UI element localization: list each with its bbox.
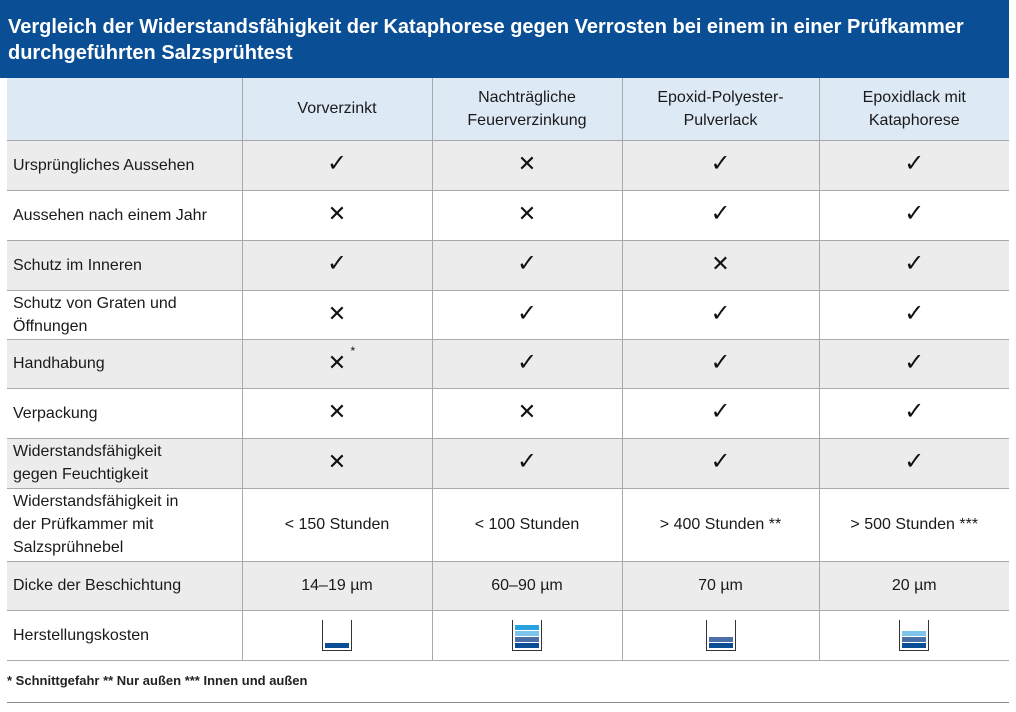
row-label: Handhabung (7, 339, 242, 388)
cross-icon: ✕ * (327, 343, 356, 375)
row-label: Widerstandsfähigkeit gegen Feuchtigkeit (7, 438, 242, 488)
check-icon: ✓ (904, 200, 925, 227)
thickness-value: 60–90 µm (432, 561, 622, 610)
cost-level-icon (899, 620, 929, 651)
cost-bar (515, 643, 539, 648)
check-icon: ✓ (710, 200, 731, 227)
footnote: * Schnittgefahr ** Nur außen *** Innen und außen (7, 673, 308, 688)
cost-bar (902, 637, 926, 642)
rating-cell (432, 190, 622, 240)
table-row (7, 290, 1009, 339)
rating-cell (622, 190, 819, 240)
check-icon: ✓ (516, 448, 538, 475)
bottom-divider (7, 702, 1009, 703)
check-icon: ✓ (516, 250, 538, 277)
thickness-value: 14–19 µm (242, 561, 432, 610)
cross-icon: ✕ (517, 399, 537, 424)
cost-bar (515, 625, 539, 630)
rating-cell (242, 190, 432, 240)
cost-level-icon (512, 620, 542, 651)
cost-bar (515, 631, 539, 636)
cross-icon: ✕ (327, 449, 347, 474)
check-icon: ✓ (904, 348, 925, 376)
cost-bar (325, 643, 349, 648)
rating-cell (242, 240, 432, 290)
rating-cell (819, 240, 1009, 290)
rating-cell (819, 140, 1009, 190)
check-icon: ✓ (516, 348, 538, 376)
check-icon: ✓ (516, 299, 538, 327)
header-empty-cell (7, 78, 242, 140)
row-label: Schutz von Graten und Öffnungen (7, 290, 242, 339)
rating-cell (622, 388, 819, 438)
table-row (7, 240, 1009, 290)
check-icon: ✓ (326, 150, 348, 177)
check-icon: ✓ (326, 250, 348, 277)
cross-icon: ✕ (517, 201, 537, 226)
cost-bar (515, 637, 539, 642)
table-row (7, 388, 1009, 438)
rating-cell (242, 140, 432, 190)
cost-bar (902, 631, 926, 636)
check-icon: ✓ (904, 250, 925, 277)
rating-cell (432, 240, 622, 290)
cost-cell (432, 610, 622, 660)
rating-cell (819, 290, 1009, 339)
row-label: Schutz im Inneren (7, 240, 242, 290)
cross-icon: ✕ (327, 399, 347, 424)
check-icon: ✓ (710, 299, 731, 327)
table-row (7, 610, 1009, 660)
cross-icon: ✕ (327, 300, 347, 326)
rating-cell (819, 339, 1009, 388)
header-row (7, 78, 1009, 140)
rating-cell (622, 140, 819, 190)
column-header: Vorverzinkt (242, 78, 432, 140)
salt-spray-value: < 100 Stunden (432, 488, 622, 561)
column-header: Epoxid-Polyester-Pulverlack (622, 78, 819, 140)
rating-cell (622, 240, 819, 290)
cost-cell (819, 610, 1009, 660)
check-icon: ✓ (904, 150, 925, 177)
table-row (7, 140, 1009, 190)
table-row (7, 339, 1009, 388)
rating-cell (819, 388, 1009, 438)
rating-cell (819, 438, 1009, 488)
check-icon: ✓ (904, 398, 925, 425)
row-label: Aussehen nach einem Jahr (7, 190, 242, 240)
table-row (7, 488, 1009, 561)
rating-cell (432, 290, 622, 339)
check-icon: ✓ (710, 150, 731, 177)
row-label: Herstellungskosten (7, 610, 242, 660)
cost-bar (709, 643, 733, 648)
table-row (7, 561, 1009, 610)
cost-cell (622, 610, 819, 660)
rating-cell (622, 339, 819, 388)
salt-spray-value: < 150 Stunden (242, 488, 432, 561)
row-label: Widerstandsfähigkeit in der Prüfkammer mit Salzsprühnebel (7, 488, 242, 561)
rating-cell (242, 339, 432, 388)
table-title: Vergleich der Widerstandsfähigkeit der Kataphorese gegen Verrosten bei einem in einer Prüfkammer durchgeführten Salzsprühtest (0, 0, 1009, 78)
rating-cell (432, 438, 622, 488)
rating-cell (622, 438, 819, 488)
rating-cell (622, 290, 819, 339)
cross-icon: ✕ (711, 251, 730, 276)
column-header: Nachträgliche Feuerverzinkung (432, 78, 622, 140)
cost-bar (902, 643, 926, 648)
rating-cell (242, 438, 432, 488)
cost-level-icon (706, 620, 736, 651)
rating-cell (242, 290, 432, 339)
table-row (7, 190, 1009, 240)
column-header: Epoxidlack mit Kataphorese (819, 78, 1009, 140)
check-icon: ✓ (904, 448, 925, 475)
check-icon: ✓ (710, 348, 731, 376)
cost-bar (709, 637, 733, 642)
thickness-value: 20 µm (819, 561, 1009, 610)
salt-spray-value: > 400 Stunden ** (622, 488, 819, 561)
check-icon: ✓ (904, 299, 925, 327)
rating-cell (819, 190, 1009, 240)
check-icon: ✓ (710, 398, 731, 425)
salt-spray-value: > 500 Stunden *** (819, 488, 1009, 561)
row-label: Verpackung (7, 388, 242, 438)
rating-cell (432, 140, 622, 190)
row-label: Ursprüngliches Aussehen (7, 140, 242, 190)
table-row (7, 438, 1009, 488)
rating-cell (432, 388, 622, 438)
footnote-marker: * (350, 343, 356, 358)
cost-level-icon (322, 620, 352, 651)
cross-icon: ✕ (517, 151, 537, 176)
rating-cell (432, 339, 622, 388)
rating-cell (242, 388, 432, 438)
cross-icon: ✕ (327, 201, 347, 226)
check-icon: ✓ (710, 448, 731, 475)
cost-cell (242, 610, 432, 660)
comparison-table (7, 78, 1009, 661)
thickness-value: 70 µm (622, 561, 819, 610)
row-label: Dicke der Beschichtung (7, 561, 242, 610)
